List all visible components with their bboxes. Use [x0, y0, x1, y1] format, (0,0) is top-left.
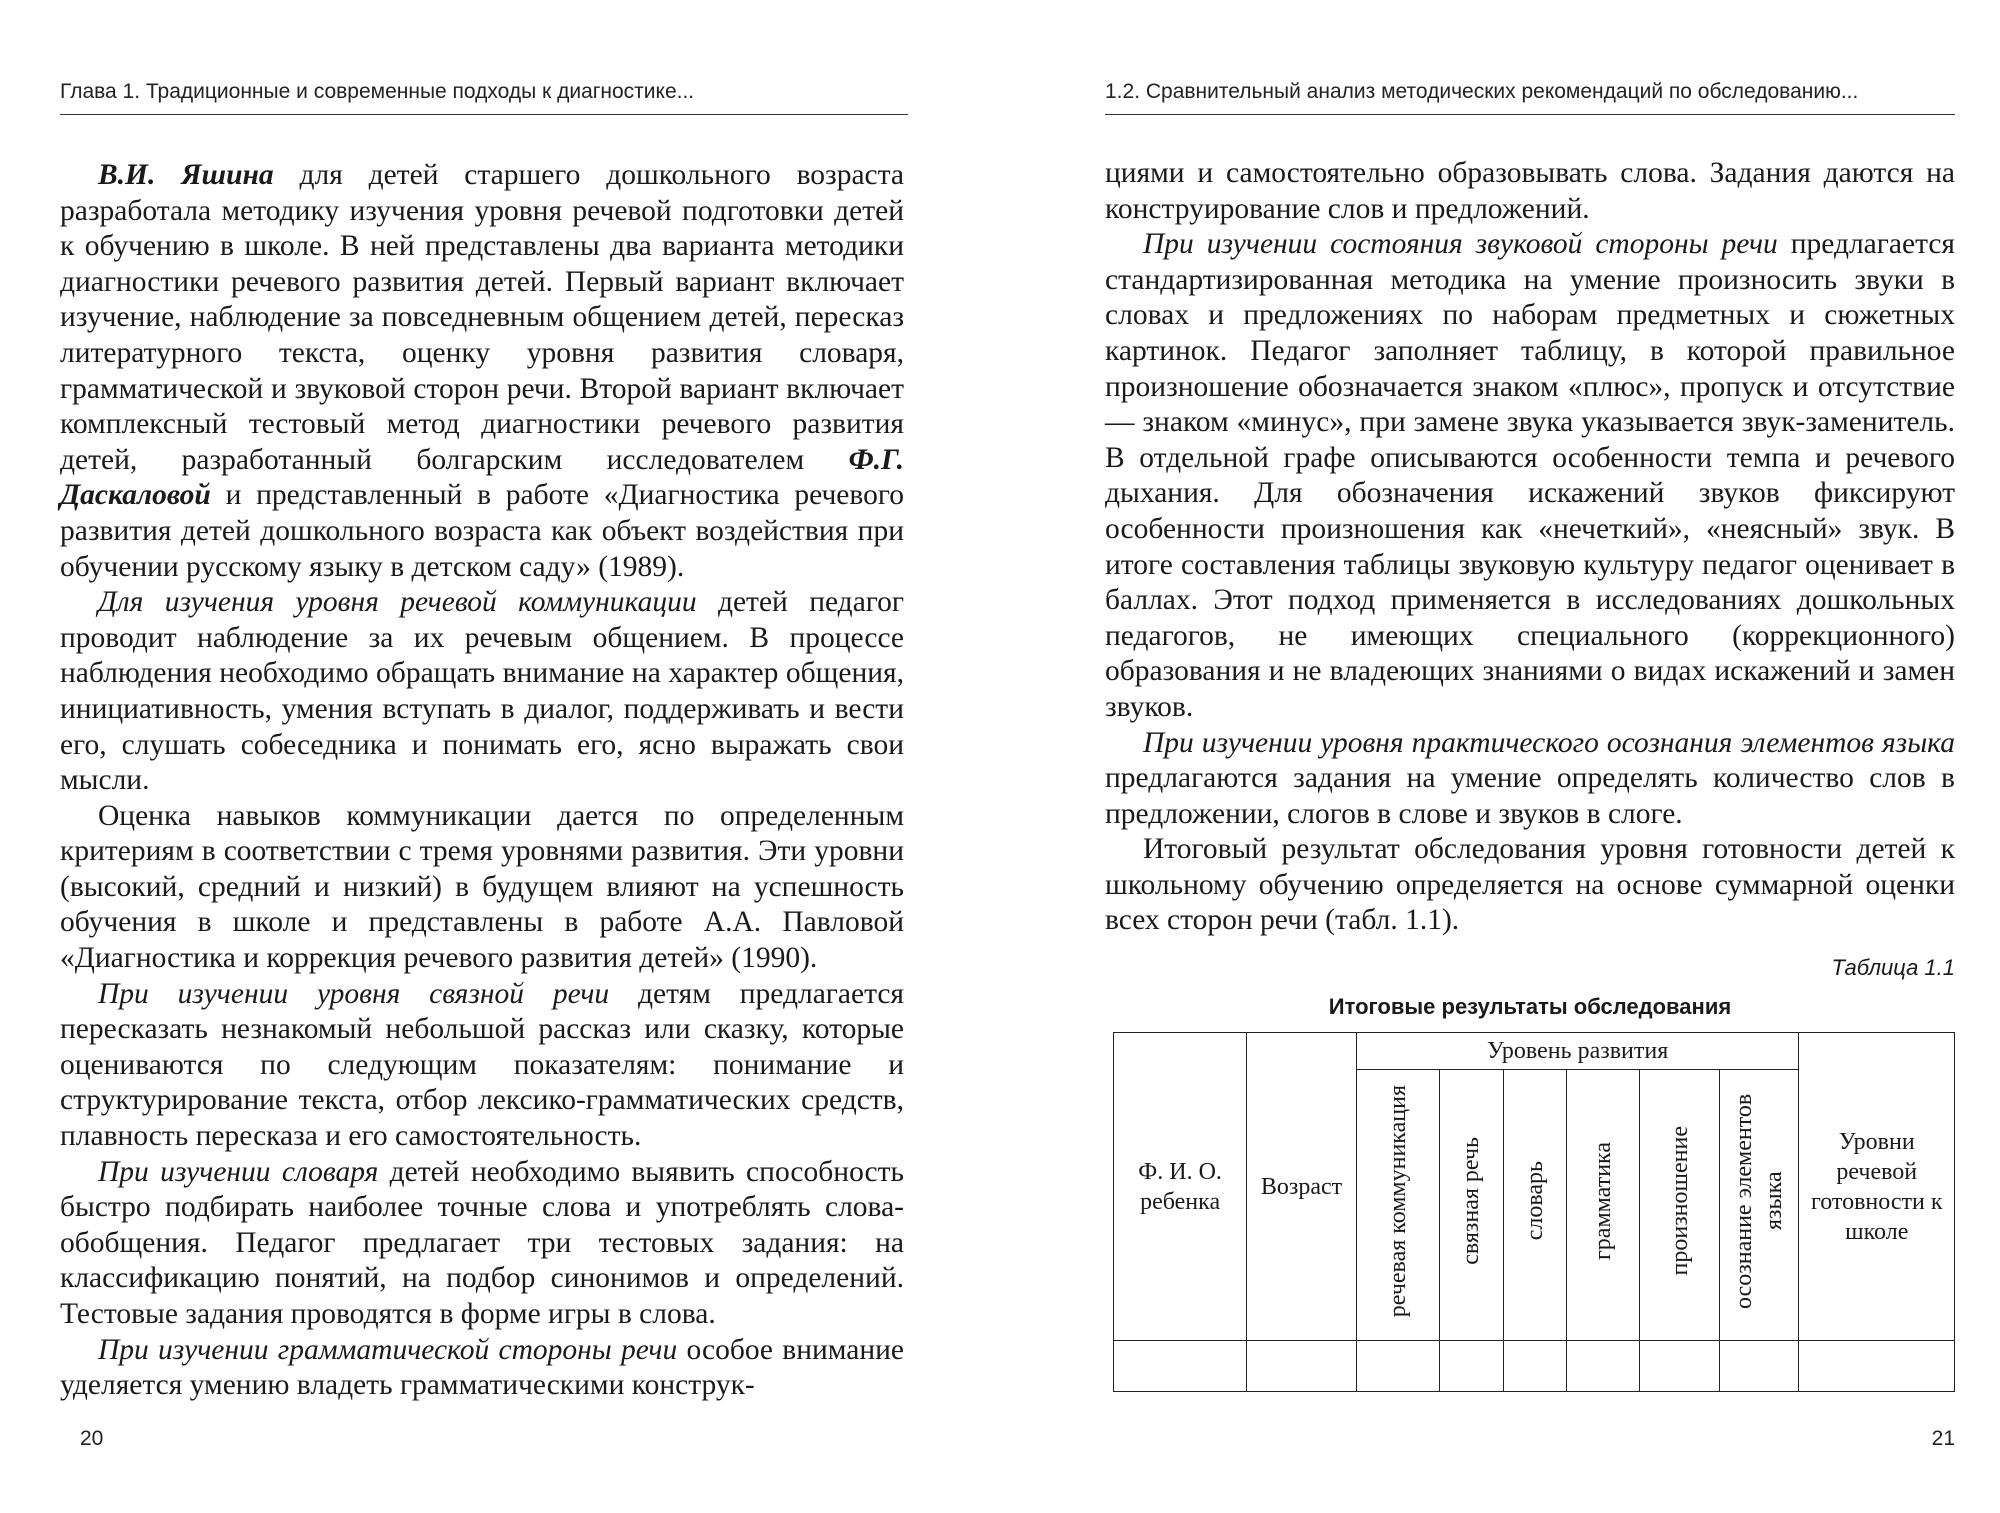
- left-body-text: [60, 158, 904, 1404]
- paragraph: Оценка навыков коммуникации дается по определенным критериям в соответствии с тремя уровнями развития. Эти уровни (высокий, средний и низкий) в будущем влияют на успешность обучения в школе и представлены в работе А.А. Павловой «Диагностика и коррекция речевого развития детей» (1990).: [60, 799, 904, 975]
- italic-lead: При изучении словаря: [98, 1155, 379, 1188]
- page-number-left: 20: [80, 1427, 104, 1450]
- paragraph: При изучении словаря детей необходимо выявить способность быстро подбирать наиболее точные слова и употреблять слова-обобщения. Педагог предлагает три тестовых задания: на классификацию понятий, на подбор синонимов и определений. Тестовые задания проводятся в форме игры в слова.: [60, 1155, 904, 1330]
- table-cell: [1640, 1341, 1719, 1392]
- sub-col-header: связная речь: [1440, 1070, 1504, 1341]
- col-header-readiness: Уровни речевой готовности к школе: [1799, 1033, 1955, 1341]
- col-header-age: Возраст: [1247, 1033, 1357, 1341]
- paragraph: При изучении состояния звуковой стороны речи предлагается стандартизированная методика на умение произносить звуки в словах и предложениях по наборам предметных и сюжетных картинок. Педагог заполняет таблицу, в которой правильное произношение обозначается знаком «плюс», пропуск и отсутствие — знаком «минус», при замене звука указывается звук-заменитель. В отдельной графе описываются особенности темпа и речевого дыхания. Для обозначения искажений звуков фиксируют особенности произношения как «нечеткий», «неясный» звук. В итоге составления таблицы звуковую культуру педагог оценивает в баллах. Этот подход применяется в исследованиях дошкольных педагогов, не имеющих специального (коррекционного) образования и не владеющих знаниями о видах искажений и замен звуков.: [1105, 228, 1955, 723]
- table-cell: [1114, 1341, 1247, 1392]
- sub-col-header: грамматика: [1567, 1070, 1640, 1341]
- sub-col-header: речевая коммуникация: [1356, 1070, 1439, 1341]
- table-title: Итоговые результаты обследования: [1328, 994, 1732, 1019]
- running-head-left: Глава 1. Традиционные и современные подходы к диагностике...: [60, 80, 908, 115]
- running-head-right: 1.2. Сравнительный анализ методических рекомендаций по обследованию...: [1105, 80, 1955, 115]
- left-page: [60, 0, 905, 1513]
- sub-col-header: осознание элементов языка: [1719, 1070, 1799, 1341]
- paragraph: При изучении грамматической стороны речи особое внимание уделяется умению владеть грамматическими конструк-: [60, 1333, 904, 1402]
- table-cell: [1503, 1341, 1567, 1392]
- italic-lead: Для изучения уровня речевой коммуникации: [98, 586, 697, 619]
- sub-col-header: произношение: [1640, 1070, 1719, 1341]
- italic-lead: При изучении уровня связной речи: [98, 977, 610, 1010]
- table-row: [1114, 1341, 1955, 1392]
- italic-lead: При изучении уровня практического осознания элементов языка: [1143, 726, 1955, 759]
- table-cell: [1247, 1341, 1357, 1392]
- col-header-name: Ф. И. О. ребенка: [1114, 1033, 1247, 1341]
- paragraph: При изучении уровня практического осознания элементов языка предлагаются задания на умение определять количество слов в предложении, слогов в слове и звуков в слоге.: [1105, 726, 1955, 830]
- paragraph: циями и самостоятельно образовывать слова. Задания даются на конструирование слов и предложений.: [1105, 157, 1955, 225]
- table-cell: [1719, 1341, 1799, 1392]
- italic-lead: При изучении грамматической стороны речи: [98, 1333, 678, 1366]
- page-number-right: 21: [1931, 1427, 1955, 1450]
- paragraph: Для изучения уровня речевой коммуникации детей педагог проводит наблюдение за их речевым общением. В процессе наблюдения необходимо обращать внимание на характер общения, инициативность, умения вступать в диалог, поддерживать и вести его, слушать собеседника и понимать его, ясно выражать свои мысли.: [60, 586, 904, 797]
- author-name-daskalova: Ф.Г. Даскаловой: [60, 443, 904, 512]
- table-cell: [1356, 1341, 1439, 1392]
- col-header-group: Уровень развития: [1356, 1033, 1799, 1070]
- results-table: [1113, 1032, 1955, 1392]
- table-header-row: [1114, 1033, 1955, 1070]
- paragraph: Итоговый результат обследования уровня готовности детей к школьному обучению определяется на основе суммарной оценки всех сторон речи (табл. 1.1).: [1105, 833, 1955, 937]
- table-cell: [1440, 1341, 1504, 1392]
- table-cell: [1567, 1341, 1640, 1392]
- right-page: [1105, 0, 1955, 1513]
- table-label: Таблица 1.1: [1831, 955, 1955, 980]
- right-body-text: [1105, 156, 1955, 939]
- paragraph: В.И. Яшина для детей старшего дошкольного возраста разработала методику изучения уровня речевой подготовки детей к обучению в школе. В ней представлены два варианта методики диагностики речевого развития детей. Первый вариант включает изучение, наблюдение за повседневным общением детей, пересказ литературного текста, оценку уровня развития словаря, грамматической и звуковой сторон речи. Второй вариант включает комплексный тестовый метод диагностики речевого развития детей, разработанный болгарским исследователем Ф.Г. Даскаловой и представленный в работе «Диагностика речевого развития детей дошкольного возраста как объект воздействия при обучении русскому языку в детском саду» (1989).: [60, 159, 904, 583]
- table-cell: [1799, 1341, 1955, 1392]
- paragraph: При изучении уровня связной речи детям предлагается пересказать незнакомый небольшой рассказ или сказку, которые оцениваются по следующим показателям: понимание и структурирование текста, отбор лексико-грамматических средств, плавность пересказа и его самостоятельность.: [60, 977, 905, 1153]
- sub-col-header: словарь: [1503, 1070, 1567, 1341]
- italic-lead: При изучении состояния звуковой стороны речи: [1143, 228, 1778, 261]
- author-name-yashina: В.И. Яшина: [98, 159, 274, 191]
